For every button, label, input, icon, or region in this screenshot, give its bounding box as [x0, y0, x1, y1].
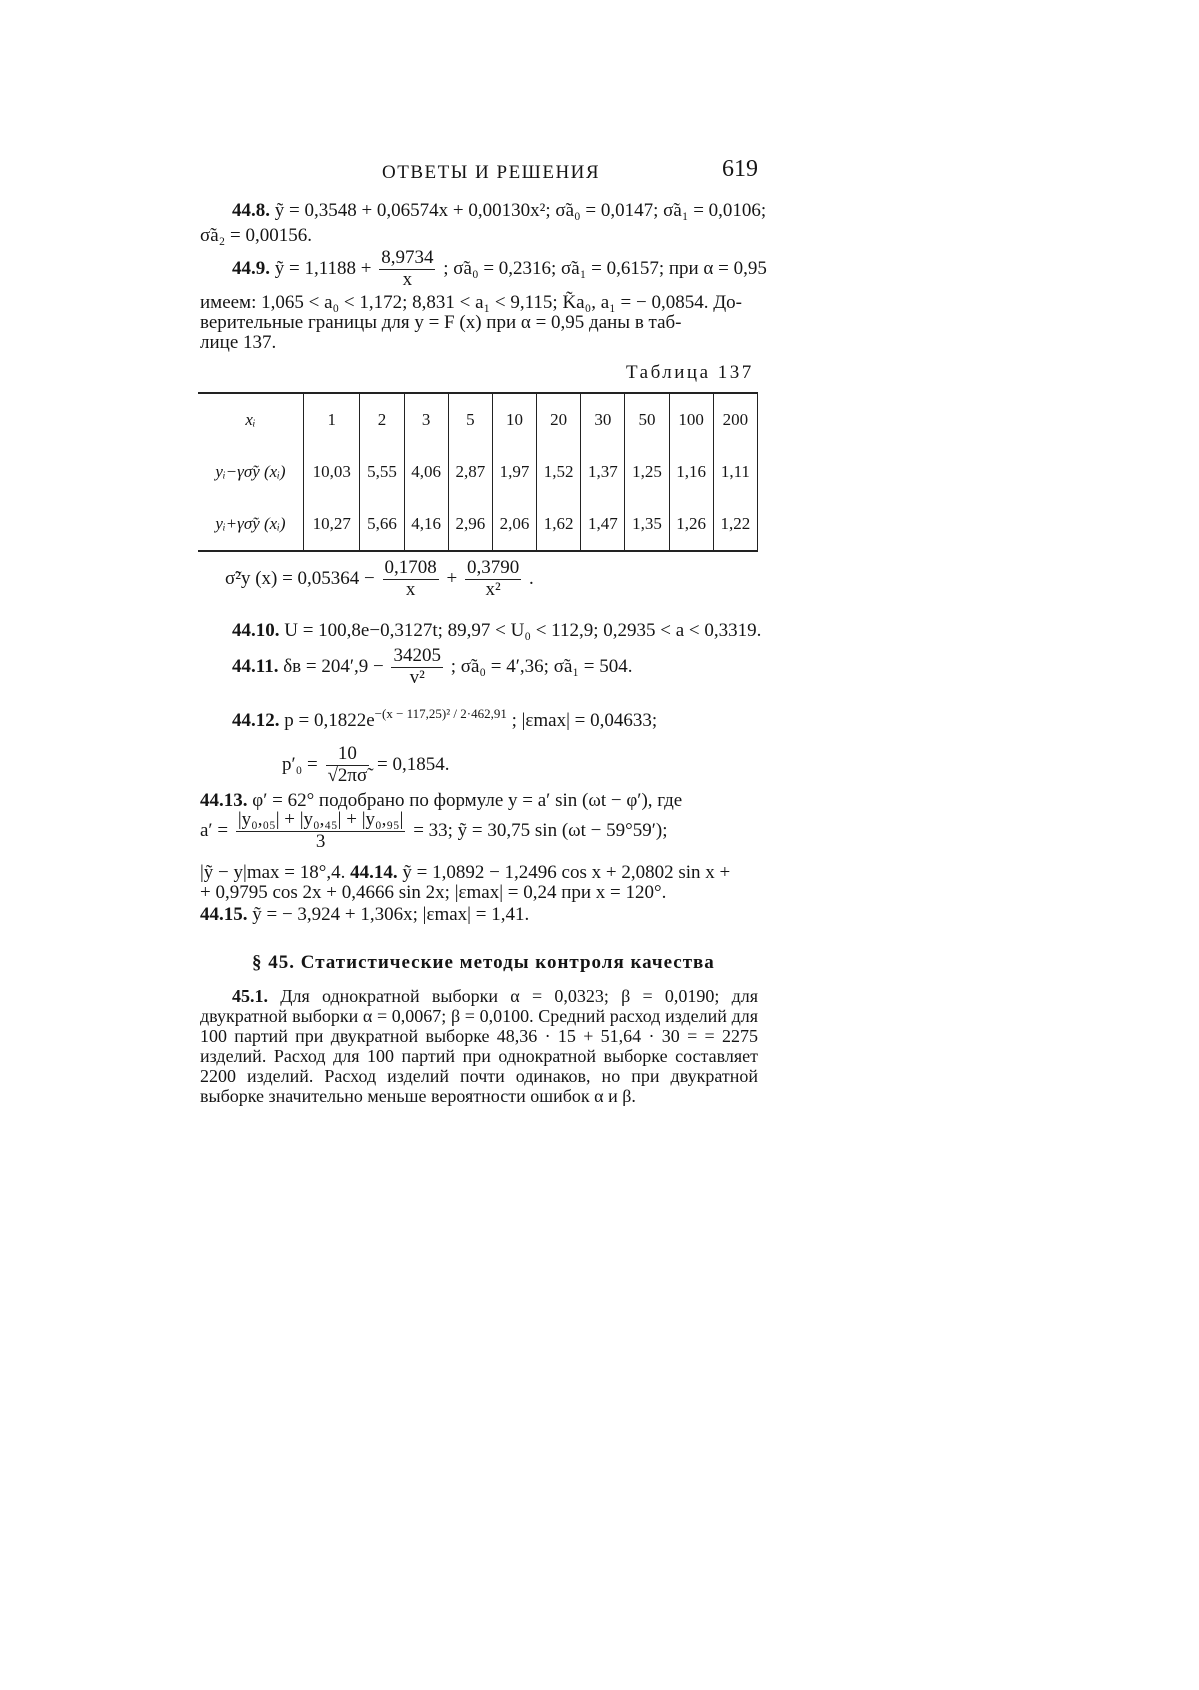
table-cell: 10,27 [304, 498, 360, 551]
answer-number: 44.15. [200, 904, 248, 925]
section-title: § 45. Статистические методы контроля качества [252, 952, 715, 973]
exponent: −(x − 117,25)² / 2·462,91 [374, 706, 507, 721]
table-caption: Таблица 137 [626, 362, 754, 383]
table-cell: 4,16 [404, 498, 448, 551]
table-cell: 2 [360, 393, 404, 446]
table-cell: 4,06 [404, 446, 448, 498]
table-cell: yᵢ+γσ̃y (xᵢ) [215, 514, 286, 533]
answer-text: ỹ = 0,3548 + 0,06574x + 0,00130x²; σ̃a₀ = 0,0147; σ̃a₁ = 0,0106; [274, 200, 767, 221]
answer-44-9-line2: имеем: 1,065 < a₀ < 1,172; 8,831 < a₁ < 9,115; K̃a₀, a₁ = − 0,0854. До- [200, 292, 742, 313]
answer-44-13-44-14 [200, 862, 730, 884]
answer-44-8 [232, 200, 766, 222]
answer-44-11 [232, 646, 632, 689]
fraction-denominator: v² [409, 666, 425, 688]
table-cell: 2,96 [448, 498, 492, 551]
fraction [383, 558, 439, 601]
formula-text: = 0,1854. [377, 753, 450, 775]
fraction-numerator: 0,3790 [467, 557, 520, 578]
formula-text: ; |εmax| = 0,04633; [511, 710, 658, 731]
table-cell: xᵢ [245, 410, 256, 429]
running-header: ОТВЕТЫ И РЕШЕНИЯ [382, 162, 601, 183]
answer-44-14-cont: + 0,9795 cos 2x + 0,4666 sin 2x; |εmax| = 0,24 при x = 120°. [200, 882, 667, 903]
fraction-numerator: 10 [326, 744, 370, 766]
table-cell: 30 [581, 393, 625, 446]
answer-number: 44.10. [232, 620, 280, 641]
table-cell: 1,11 [713, 446, 757, 498]
formula-text: σ̃²y (x) = 0,05364 − [225, 567, 375, 589]
fraction [236, 810, 406, 853]
table-cell: 1,16 [669, 446, 713, 498]
table-cell: 200 [713, 393, 757, 446]
table-cell: 1,52 [537, 446, 581, 498]
formula-text: = 33; ỹ = 30,75 sin (ωt − 59°59′); [413, 819, 668, 841]
formula-text: ; σ̃a₀ = 0,2316; σ̃a₁ = 0,6157; при α = 0,95 [443, 257, 767, 279]
formula-text: p = 0,1822e [284, 710, 375, 731]
table-row [198, 446, 758, 498]
formula-text: a′ = [200, 819, 229, 841]
table-cell: 3 [404, 393, 448, 446]
fraction [465, 558, 521, 601]
table-cell: 2,06 [492, 498, 536, 551]
answer-number: 44.12. [232, 710, 280, 731]
table-cell: 5 [448, 393, 492, 446]
answer-text: U = 100,8e−0,3127t; 89,97 < U₀ < 112,9; 0,2935 < a < 0,3319. [284, 620, 762, 641]
table-cell: 1,47 [581, 498, 625, 551]
fraction-denominator: x [405, 578, 416, 600]
answer-44-8-cont: σ̃a₂ = 0,00156. [200, 225, 313, 246]
table-cell: 1 [304, 393, 360, 446]
table-cell: 50 [625, 393, 669, 446]
answer-44-15 [200, 904, 529, 926]
table-cell: 5,55 [360, 446, 404, 498]
fraction-numerator: 34205 [393, 645, 441, 666]
table-cell: 10 [492, 393, 536, 446]
answer-text: |ỹ − y|max = 18°,4. [200, 862, 346, 883]
answer-text: Для однократной выборки α = 0,0323; β = 0,0190; для двукратной выборки α = 0,0067; β = 0,0100. Средний расход изделий для 100 партий при двукратной выборке 48,36 · 15 + 51,64 · 30 = = 2275 изделий. Расход для 100 партий при однократной выборке составляет 2200 изделий. Расход изделий почти одинаков, но при двукратной выборке значительно меньше вероятности ошибок α и β. [200, 986, 758, 1106]
answer-number: 44.13. [200, 790, 248, 811]
table-cell: 10,03 [304, 446, 360, 498]
formula-text: δв = 204′,9 − [283, 655, 384, 677]
fraction-denominator: √2πσ̃ [327, 764, 368, 786]
answer-44-9-line4: лице 137. [200, 332, 277, 353]
formula-text: + [446, 567, 458, 589]
fraction-denominator: x² [485, 578, 501, 600]
formula-text: ; σ̃a₀ = 4′,36; σ̃a₁ = 504. [450, 655, 633, 677]
table-cell: 20 [537, 393, 581, 446]
fraction-denominator: x [402, 268, 413, 290]
fraction-numerator: 8,9734 [381, 247, 434, 268]
table-row [198, 498, 758, 551]
fraction [391, 646, 443, 689]
table-cell: 2,87 [448, 446, 492, 498]
table-cell: 5,66 [360, 498, 404, 551]
answer-text: ỹ = − 3,924 + 1,306x; |εmax| = 1,41. [252, 904, 530, 925]
answer-number: 44.8. [232, 200, 270, 221]
table-cell: 1,22 [713, 498, 757, 551]
answer-number: 44.11. [232, 655, 279, 677]
table-cell: 100 [669, 393, 713, 446]
answer-45-1 [200, 986, 758, 1106]
table-cell: 1,62 [537, 498, 581, 551]
table-cell: 1,35 [625, 498, 669, 551]
fraction-numerator: 0,1708 [384, 557, 437, 578]
answer-number: 45.1. [232, 986, 268, 1006]
answer-number: 44.14. [350, 862, 398, 883]
answer-44-9-line3: верительные границы для y = F (x) при α = 0,95 даны в таб- [200, 312, 682, 333]
formula-text: p′₀ = [282, 753, 318, 775]
table-cell: yᵢ−γσ̃y (xᵢ) [215, 462, 286, 481]
table-137 [198, 392, 758, 552]
answer-44-10 [232, 620, 761, 642]
page-number: 619 [722, 156, 758, 182]
answer-44-9 [232, 248, 767, 291]
answer-text: φ′ = 62° подобрано по формуле y = a′ sin (ωt − φ′), где [252, 790, 683, 811]
formula-text: ỹ = 1,1188 + [274, 257, 372, 279]
fraction-denominator: 3 [315, 830, 326, 852]
fraction [379, 248, 435, 291]
formula-text: . [529, 567, 534, 589]
table-cell: 1,37 [581, 446, 625, 498]
a-prime-formula [200, 810, 668, 853]
answer-44-12 [232, 706, 657, 732]
table-header-row [198, 393, 758, 446]
table-cell: 1,25 [625, 446, 669, 498]
fraction [326, 744, 370, 787]
fraction-numerator: |y₀,₀₅| + |y₀,₄₅| + |y₀,₉₅| [237, 809, 404, 830]
sigma-y-formula [225, 558, 534, 601]
table-cell: 1,97 [492, 446, 536, 498]
answer-text: ỹ = 1,0892 − 1,2496 cos x + 2,0802 sin x + [402, 862, 731, 883]
answer-number: 44.9. [232, 257, 270, 279]
p0-formula [282, 744, 449, 787]
table-cell: 1,26 [669, 498, 713, 551]
